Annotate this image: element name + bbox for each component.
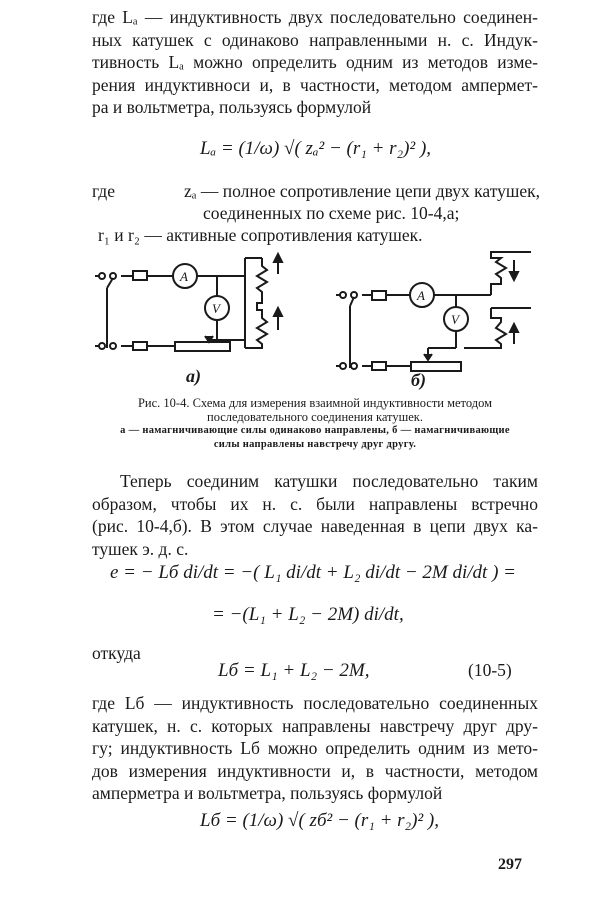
text-line: ных катушек с одинаково направленными н. с. Индук- [92,29,538,50]
where-za: zₐ — полное сопротивление цепи двух катушек, [184,181,540,201]
text-line: амперметра и вольтметра, пользуясь формулой [92,783,443,803]
where-za-cont: соединенных по схеме рис. 10-4,а; [203,203,460,223]
text-line: (рис. 10-4,б). В этом случае наведенная в цепи двух ка- [92,516,538,536]
where-r: r₁ и r₂ — активные сопротивления катушек. [98,225,423,245]
page-number: 297 [498,856,522,873]
text-line: тивность Lₐ можно определить одним из методов изме- [92,52,538,72]
paragraph-1 [92,6,538,119]
where-lead: где [92,181,115,201]
formula-e-line-2: = −(L₁ + L₂ − 2M) di/dt, [212,604,404,625]
text-line: катушек, н. с. которых направлены навстречу друг дру- [92,715,538,736]
ammeter-label: A [180,269,188,284]
figure-label-a: а) [186,366,201,386]
voltmeter-label: V [451,312,459,327]
formula-e-line-1: e = − Lб di/dt = −( L₁ di/dt + L₂ di/dt − 2M di/dt ) = [110,562,516,583]
circuit-diagram-b [336,248,536,388]
caption-title: Рис. 10-4. Схема для измерения взаимной индуктивности методом [137,396,493,410]
otkuda: откуда [92,643,141,663]
formula-l6: Lб = L₁ + L₂ − 2M, [218,660,370,681]
formula-la: Lₐ = (1/ω) √( zₐ² − (r₁ + r₂)² ), [200,138,432,159]
text-line: тушек э. д. с. [92,538,189,559]
text-line: Теперь соединим катушки последовательно таким [120,471,538,491]
caption-note-2: силы направлены навстречу друг другу. [213,439,417,450]
text-line: ра и вольтметра, пользуясь формулой [92,97,372,117]
text-line: где Lₐ — индуктивность двух последовательно соединен- [92,7,538,27]
ammeter-label: A [417,288,425,303]
caption-title-2: последовательного соединения катушек. [207,410,423,424]
paragraph-2 [92,470,538,560]
text-line: дов измерения индуктивности и, в частности, методом [92,760,538,781]
voltmeter-label: V [212,301,220,316]
text-line: рения индуктивноси и, в частности, методом ампермет- [92,74,538,95]
caption-note-1: а — намагничивающие силы одинаково направлены, б — намагничивающие [120,425,510,436]
text-line: где Lб — индуктивность последовательно соединенных [92,693,538,713]
equation-number: (10-5) [468,660,512,680]
figure-caption [92,396,538,452]
text-line: образом, чтобы их н. с. были направлены встречно [92,493,538,514]
formula-lb: Lб = (1/ω) √( zб² − (r₁ + r₂)² ), [200,810,440,831]
text-line: гу; индуктивность Lб можно определить одним из мето- [92,738,538,758]
figure-label-b: б) [411,370,426,390]
paragraph-3 [92,692,538,805]
